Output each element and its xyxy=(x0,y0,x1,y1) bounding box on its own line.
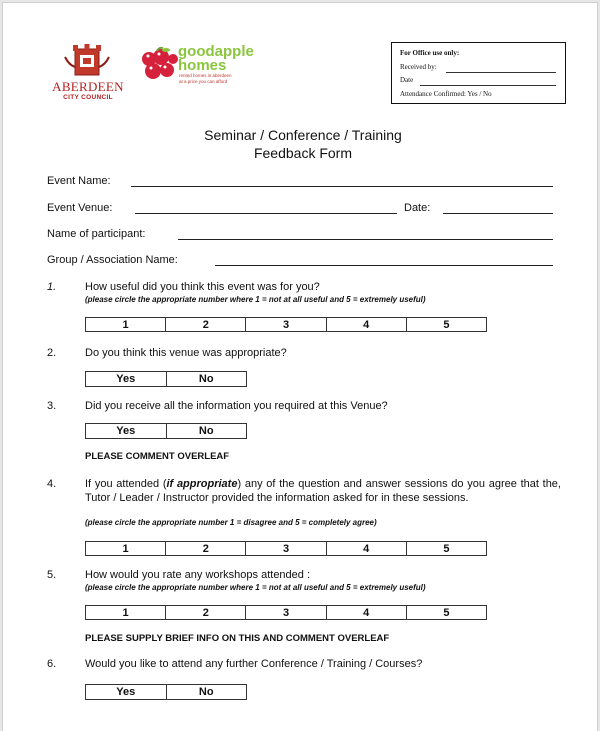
q1-number: 1. xyxy=(47,281,57,293)
q2-number: 2. xyxy=(47,347,57,359)
q6-text: Would you like to attend any further Conference / Training / Courses? xyxy=(85,658,423,670)
q5-option-5[interactable]: 5 xyxy=(443,607,450,619)
q4-text-after: ) any of the question and answer sessions do you agree that the, Tutor / Leader / Instructor provided the information asked for in these sessions. xyxy=(85,478,561,504)
goodapple-subtitle: homes xyxy=(178,57,227,74)
q1-option-4[interactable]: 4 xyxy=(327,318,407,331)
q1-option-5[interactable]: 5 xyxy=(443,319,450,331)
group-line[interactable] xyxy=(215,265,553,266)
q5-option-4[interactable]: 4 xyxy=(327,606,407,619)
q5-comment-note: PLEASE SUPPLY BRIEF INFO ON THIS AND COMMENT OVERLEAF xyxy=(85,633,390,644)
apple-logo xyxy=(139,47,181,83)
office-date-line[interactable] xyxy=(420,85,556,86)
q4-text xyxy=(85,478,561,505)
q2-text: Do you think this venue was appropriate? xyxy=(85,347,287,359)
q4-text-before: If you attended ( xyxy=(85,478,167,490)
q3-comment-note: PLEASE COMMENT OVERLEAF xyxy=(85,451,230,462)
q5-option-1[interactable]: 1 xyxy=(86,606,166,619)
q5-text: How would you rate any workshops attended : xyxy=(85,569,311,581)
participant-label: Name of participant: xyxy=(47,228,146,240)
form-title-line-2: Feedback Form xyxy=(253,145,353,161)
q6-number: 6. xyxy=(47,658,57,670)
q2-no-option[interactable]: No xyxy=(198,373,214,385)
q5-option-2[interactable]: 2 xyxy=(166,606,246,619)
q5-note: (please circle the appropriate number where 1 = not at all useful and 5 = extremely useful) xyxy=(85,583,426,592)
q4-option-1[interactable]: 1 xyxy=(86,542,166,555)
q4-text-italic: if appropriate xyxy=(166,478,238,490)
q4-option-4[interactable]: 4 xyxy=(327,542,407,555)
attendance-label: Attendance Confirmed: Yes / No xyxy=(400,90,492,98)
event-venue-label: Event Venue: xyxy=(47,202,113,214)
q6-yes-no xyxy=(85,684,247,700)
event-name-label: Event Name: xyxy=(47,175,111,187)
q5-option-3[interactable]: 3 xyxy=(246,606,326,619)
q5-rating-scale xyxy=(85,605,487,620)
form-page xyxy=(2,2,598,731)
q1-rating-scale xyxy=(85,317,487,332)
q4-rating-scale xyxy=(85,541,487,556)
event-venue-line[interactable] xyxy=(135,213,397,214)
q3-no-option[interactable]: No xyxy=(198,425,214,437)
received-by-line[interactable] xyxy=(446,72,556,73)
date-label: Date: xyxy=(404,202,431,214)
office-title: For Office use only: xyxy=(400,49,460,57)
q3-yes-option[interactable]: Yes xyxy=(86,424,167,438)
q3-text: Did you receive all the information you required at this Venue? xyxy=(85,400,388,412)
q1-option-1[interactable]: 1 xyxy=(86,318,166,331)
q4-option-2[interactable]: 2 xyxy=(166,542,246,555)
group-label: Group / Association Name: xyxy=(47,254,178,266)
form-title-line-1: Seminar / Conference / Training xyxy=(204,127,402,143)
q1-option-3[interactable]: 3 xyxy=(246,318,326,331)
q1-note: (please circle the appropriate number where 1 = not at all useful and 5 = extremely useful) xyxy=(85,295,426,304)
participant-line[interactable] xyxy=(178,239,553,240)
q2-yes-no xyxy=(85,371,247,387)
aberdeen-council: CITY COUNCIL xyxy=(63,94,113,101)
event-name-line[interactable] xyxy=(131,186,553,187)
office-date-label: Date xyxy=(400,76,414,84)
date-line[interactable] xyxy=(443,213,553,214)
q4-number: 4. xyxy=(47,478,57,490)
q3-number: 3. xyxy=(47,400,57,412)
q1-option-2[interactable]: 2 xyxy=(166,318,246,331)
q6-yes-option[interactable]: Yes xyxy=(86,685,167,699)
q3-yes-no xyxy=(85,423,247,439)
q6-no-option[interactable]: No xyxy=(198,686,214,698)
aberdeen-name: ABERDEEN xyxy=(52,79,124,94)
goodapple-tagline-2: at a price you can afford xyxy=(179,79,228,84)
received-by-label: Received by: xyxy=(400,63,437,71)
goodapple-tagline-1: rented homes in aberdeen xyxy=(179,73,232,78)
q1-text: How useful did you think this event was for you? xyxy=(85,281,320,293)
q5-number: 5. xyxy=(47,569,57,581)
q4-option-3[interactable]: 3 xyxy=(246,542,326,555)
q2-yes-option[interactable]: Yes xyxy=(86,372,167,386)
q4-option-5[interactable]: 5 xyxy=(443,543,450,555)
office-use-box xyxy=(391,42,566,104)
goodapple-title: goodapple xyxy=(178,43,254,60)
q4-note: (please circle the appropriate number 1 = disagree and 5 = completely agree) xyxy=(85,518,377,527)
